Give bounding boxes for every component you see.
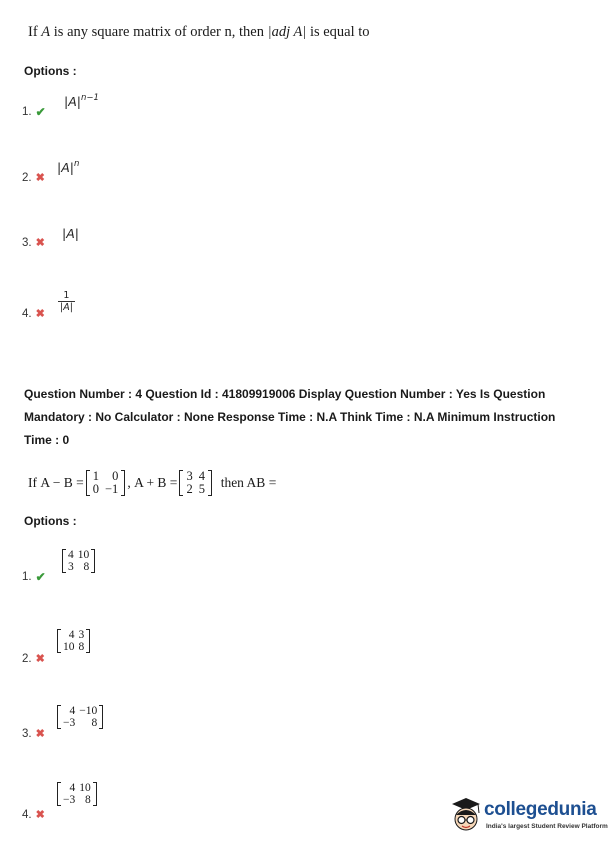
q2-option-2[interactable]: 2. ✖ xyxy=(22,652,45,665)
q1-option-4[interactable]: 4. ✖ xyxy=(22,307,45,320)
matrix-a-minus-b: 1 0 0 −1 xyxy=(86,470,126,496)
q1-option-3-value: |A| xyxy=(62,226,79,241)
question-2-stem: If A − B = 1 0 0 −1 , A + B = 3 4 2 5 then AB = xyxy=(28,469,277,496)
q2-option-1[interactable]: 1. ✔ xyxy=(22,570,46,584)
q2-option-1-matrix: 4 10 3 8 xyxy=(60,548,97,573)
cross-icon: ✖ xyxy=(35,237,45,249)
q2-option-2-matrix: 4 3 10 8 xyxy=(55,628,92,653)
q1-option-1[interactable]: 1. ✔ xyxy=(22,105,46,119)
options-label: Options : xyxy=(24,64,77,78)
cross-icon: ✖ xyxy=(35,728,45,740)
q1-option-4-value: $\frac{1}{|A|}$ xyxy=(60,290,73,313)
cross-icon: ✖ xyxy=(35,308,45,320)
matrix-a-plus-b: 3 4 2 5 xyxy=(179,470,212,496)
q1-option-1-value: $|A|^{n-1}$ xyxy=(64,93,99,109)
q1-option-3[interactable]: 3. ✖ xyxy=(22,236,45,249)
q2-option-3-matrix: 4 −10 −3 8 xyxy=(55,704,105,729)
cross-icon: ✖ xyxy=(35,172,45,184)
mascot-icon xyxy=(448,795,484,837)
collegedunia-logo: collegedunia India's largest Student Review Platform xyxy=(448,795,593,839)
cross-icon: ✖ xyxy=(35,653,45,665)
q1-option-2[interactable]: 2. ✖ xyxy=(22,171,45,184)
q2-option-3[interactable]: 3. ✖ xyxy=(22,727,45,740)
cross-icon: ✖ xyxy=(35,809,45,821)
check-icon: ✔ xyxy=(35,570,46,584)
question-meta: Question Number : 4 Question Id : 41809919006 Display Question Number : Yes Is Question Mandatory : No Calculator : None Response Time : N.A Think Time : N.A Minimum Instruction Time : 0 xyxy=(24,387,556,447)
question-1-stem: If A is any square matrix of order n, then |adj A| is equal to xyxy=(28,24,370,40)
options-label: Options : xyxy=(24,514,77,528)
check-icon: ✔ xyxy=(35,105,46,119)
q1-option-2-value: $|A|^n$ xyxy=(57,159,80,175)
q2-option-4-matrix: 4 10 −3 8 xyxy=(55,781,99,806)
q2-option-4[interactable]: 4. ✖ xyxy=(22,808,45,821)
